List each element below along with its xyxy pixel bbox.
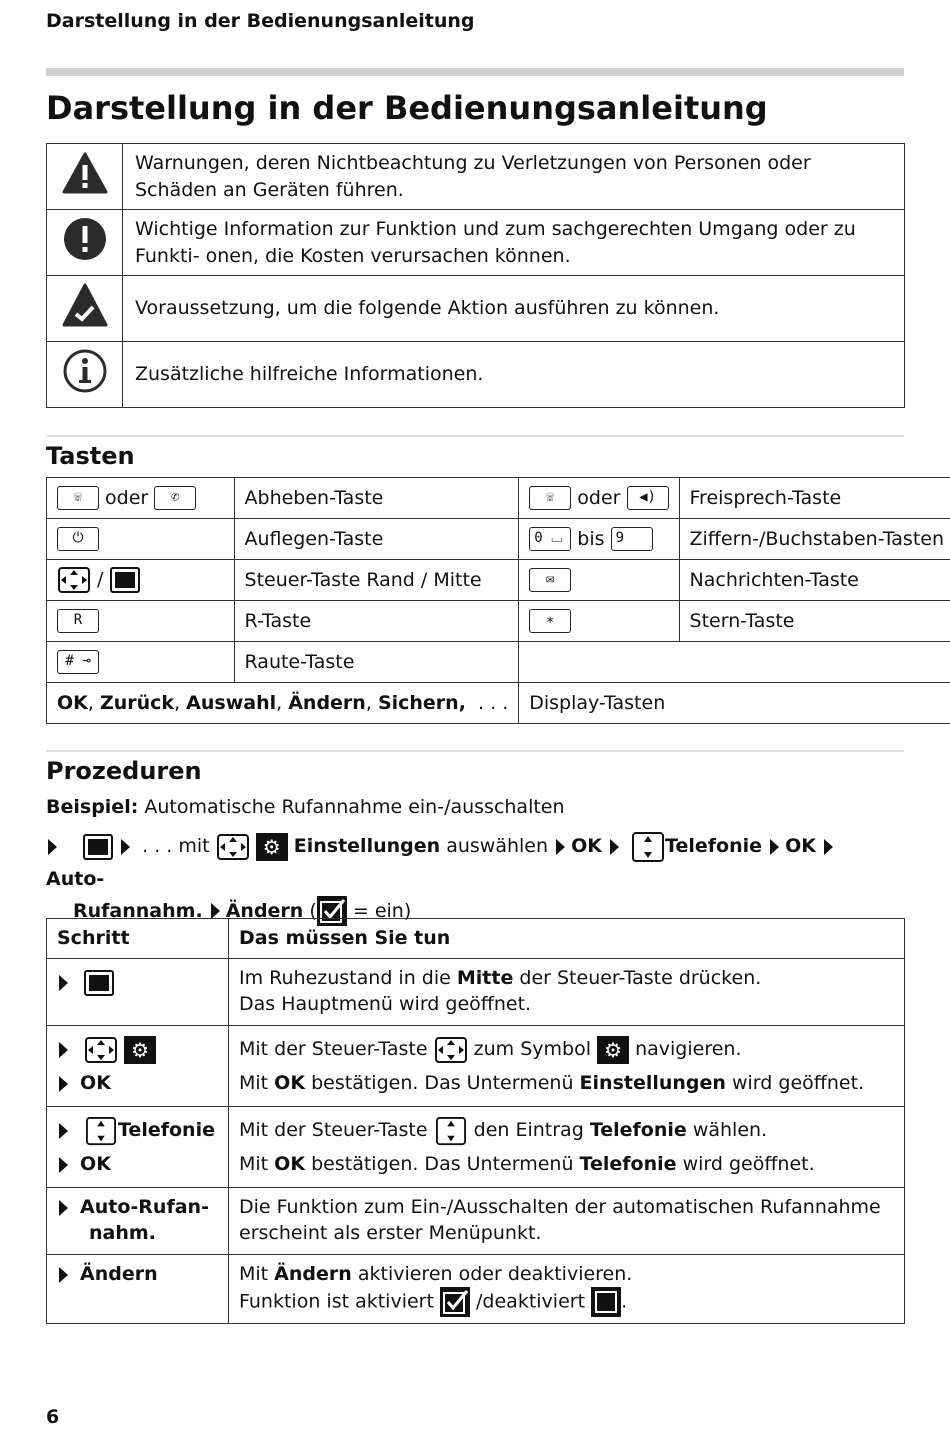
- gear-icon: ⚙: [256, 833, 288, 861]
- key-description: Stern-Taste: [679, 601, 950, 642]
- step-description: Mit der Steuer-Taste zum Symbol ⚙ navigieren.: [239, 1037, 742, 1062]
- section-divider: [46, 750, 904, 752]
- off-hook-key-icon: ☏: [529, 486, 571, 510]
- steps-table: [46, 918, 905, 1324]
- hash-key-icon: # ⊸: [57, 650, 99, 674]
- example-label: Beispiel:: [46, 796, 139, 818]
- exclamation-circle-icon: [62, 216, 108, 262]
- step-arrow-icon: [59, 1200, 68, 1216]
- step-row: Auto-Rufan- nahm. Die Funktion zum Ein-/Ausschalten der automatischen Rufannahme erscheint als erster Menüpunkt.: [47, 1188, 905, 1255]
- symbol-text: Zusätzliche hilfreiche Informationen.: [123, 342, 905, 408]
- step-description: Mit der Steuer-Taste den Eintrag Telefonie wählen.: [239, 1113, 894, 1147]
- procedure-sequence: . . . mit ⚙ Einstellungen auswählen OK Telefonie OK Auto- Rufannahm. Ändern ( = ein): [46, 830, 886, 927]
- key-row: [47, 683, 950, 724]
- handset-key-icon: ✆: [154, 486, 196, 510]
- updown-key-icon: [631, 831, 665, 863]
- updown-key-icon: [84, 1116, 118, 1146]
- nav-center-key-icon: [84, 970, 114, 996]
- step-arrow-icon: [59, 1157, 68, 1173]
- joiner-text: oder: [577, 486, 621, 509]
- example-line: [46, 794, 565, 820]
- joiner-text: /: [97, 568, 104, 591]
- display-keys-list: OK, Zurück, Auswahl, Ändern, Sichern, . . .: [47, 683, 519, 724]
- key-description: Nachrichten-Taste: [679, 560, 950, 601]
- step-row: ⚙ OK Mit der Steuer-Taste zum Symbol ⚙ navigieren. Mit OK bestätigen. Das Untermenü Einstellungen wird geöffnet.: [47, 1026, 905, 1107]
- step-arrow-icon: [48, 839, 57, 855]
- off-hook-key-icon: ☏: [57, 486, 99, 510]
- step-arrow-icon: [556, 839, 565, 855]
- digit-9-key-icon: 9: [611, 527, 653, 551]
- section-title-tasten: Tasten: [46, 442, 135, 470]
- step-arrow-icon: [59, 975, 68, 991]
- key-description: Steuer-Taste Rand / Mitte: [234, 560, 519, 601]
- step-arrow-icon: [211, 903, 220, 919]
- end-call-key-icon: ⏻: [57, 527, 99, 551]
- symbol-text: Wichtige Information zur Funktion und zum sachgerechten Umgang oder zu Funkti- onen, die Kosten verursachen können.: [123, 210, 905, 276]
- step-description: Die Funktion zum Ein-/Ausschalten der automatischen Rufannahme erscheint als erster Menüpunkt.: [239, 1196, 881, 1244]
- check-triangle-icon: [62, 283, 108, 327]
- checkbox-unchecked-icon: [591, 1287, 621, 1317]
- key-row: [47, 642, 950, 683]
- gear-icon: ⚙: [124, 1036, 156, 1064]
- step-description: Mit Ändern aktivieren oder deaktivieren.: [239, 1263, 633, 1285]
- step-description: Im Ruhezustand in die Mitte der Steuer-Taste drücken.: [239, 967, 762, 989]
- joiner-text: bis: [577, 527, 605, 550]
- warning-triangle-icon: [62, 152, 108, 194]
- step-arrow-icon: [121, 839, 130, 855]
- key-row: [47, 478, 950, 519]
- nav-center-key-icon: [110, 567, 140, 593]
- step-description: Mit OK bestätigen. Das Untermenü Telefonie wird geöffnet.: [239, 1153, 815, 1175]
- step-arrow-icon: [59, 1123, 68, 1139]
- section-divider: [46, 435, 904, 437]
- symbol-legend-table: [46, 143, 905, 408]
- star-key-icon: ∗: [529, 609, 571, 633]
- column-header: Das müssen Sie tun: [229, 919, 905, 959]
- nav-key-icon: [84, 1036, 118, 1064]
- updown-key-icon: [434, 1116, 468, 1146]
- info-circle-icon: [62, 348, 108, 394]
- key-description: Abheben-Taste: [234, 478, 519, 519]
- key-description: R-Taste: [234, 601, 519, 642]
- symbol-text: Warnungen, deren Nichtbeachtung zu Verletzungen von Personen oder Schäden an Geräten führen.: [123, 144, 905, 210]
- step-description: Mit OK bestätigen. Das Untermenü Einstellungen wird geöffnet.: [239, 1072, 865, 1094]
- step-description: Das Hauptmenü wird geöffnet.: [239, 993, 532, 1015]
- symbol-text: Voraussetzung, um die folgende Aktion ausführen zu können.: [123, 276, 905, 342]
- keys-table: [46, 477, 950, 724]
- speaker-key-icon: ◀): [627, 486, 669, 510]
- checkbox-checked-icon: [440, 1287, 470, 1317]
- gear-icon: ⚙: [597, 1036, 629, 1064]
- joiner-text: oder: [105, 486, 149, 509]
- top-rule: [46, 68, 904, 76]
- step-arrow-icon: [610, 839, 619, 855]
- running-header: Darstellung in der Bedienungsanleitung: [46, 10, 475, 32]
- nav-key-icon: [434, 1036, 468, 1064]
- step-arrow-icon: [770, 839, 779, 855]
- step-row: Ändern Mit Ändern aktivieren oder deaktivieren. Funktion ist aktiviert /deaktiviert .: [47, 1255, 905, 1324]
- key-row: [47, 601, 950, 642]
- step-arrow-icon: [59, 1267, 68, 1283]
- section-title-prozeduren: Prozeduren: [46, 757, 202, 785]
- step-arrow-icon: [824, 839, 833, 855]
- nav-center-key-icon: [83, 834, 113, 860]
- r-key-icon: R: [57, 609, 99, 633]
- step-row: Telefonie OK Mit der Steuer-Taste den Eintrag Telefonie wählen. Mit OK bestätigen. Das Untermenü Telefonie wird geöffnet.: [47, 1107, 905, 1188]
- nav-key-icon: [57, 566, 91, 594]
- symbol-row: [47, 342, 905, 408]
- step-description: Funktion ist aktiviert /deaktiviert .: [239, 1287, 894, 1317]
- step-row: [47, 959, 905, 1026]
- key-description: Ziffern-/Buchstaben-Tasten: [679, 519, 950, 560]
- key-description: Display-Tasten: [519, 683, 950, 724]
- page-number: 6: [46, 1406, 60, 1428]
- key-description: Raute-Taste: [234, 642, 519, 683]
- digit-0-key-icon: 0 ⌴: [529, 527, 571, 551]
- step-arrow-icon: [59, 1042, 68, 1058]
- symbol-row: [47, 144, 905, 210]
- symbol-row: [47, 276, 905, 342]
- steps-header-row: [47, 919, 905, 959]
- page-title: Darstellung in der Bedienungsanleitung: [46, 89, 768, 127]
- message-key-icon: ✉: [529, 568, 571, 592]
- key-description: Freisprech-Taste: [679, 478, 950, 519]
- key-row: [47, 519, 950, 560]
- key-row: [47, 560, 950, 601]
- column-header: Schritt: [47, 919, 229, 959]
- nav-key-icon: [216, 833, 250, 861]
- example-text: Automatische Rufannahme ein-/ausschalten: [144, 796, 565, 818]
- key-description: Auflegen-Taste: [234, 519, 519, 560]
- symbol-row: [47, 210, 905, 276]
- step-arrow-icon: [59, 1076, 68, 1092]
